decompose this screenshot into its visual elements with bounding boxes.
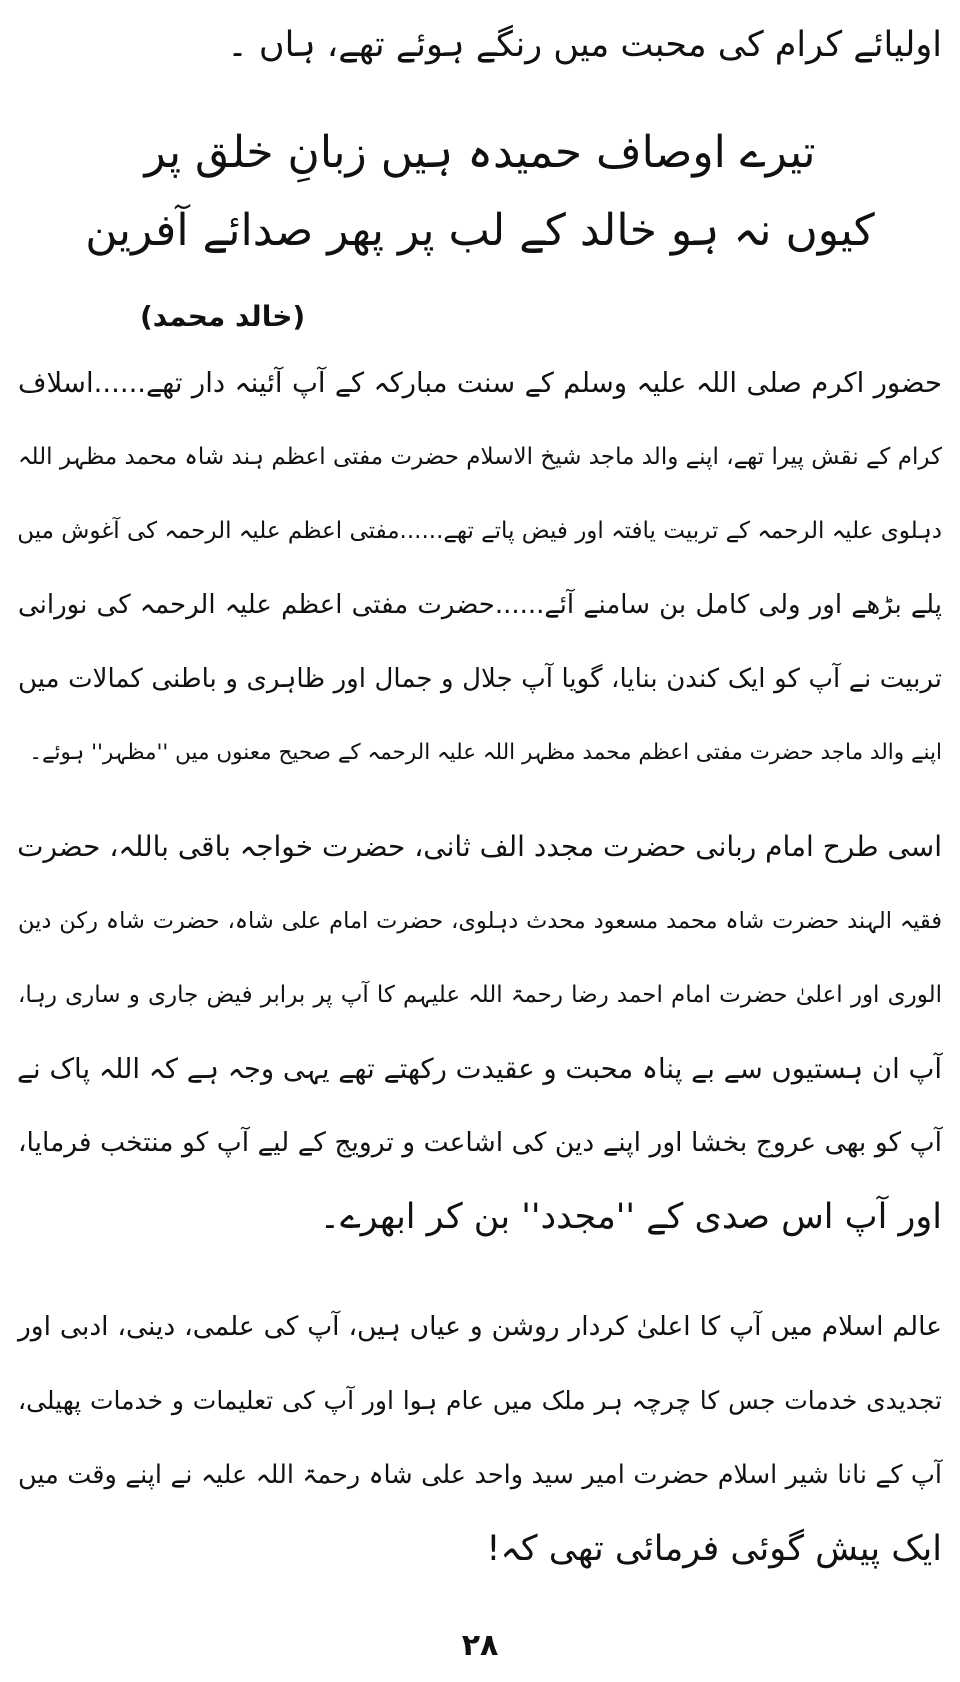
- paragraph-line: فقیہ الہند حضرت شاہ محمد مسعود محدث دہلوی، حضرت امام علی شاہ، حضرت شاہ رکن دین: [18, 908, 942, 934]
- intro-line: اولیائے کرام کی محبت میں رنگے ہوئے تھے، ہاں ۔: [227, 25, 942, 65]
- paragraph-line: کرام کے نقش پیرا تھے، اپنے والد ماجد شیخ الاسلام حضرت مفتی اعظم ہند شاہ محمد مظہر اللہ: [18, 444, 942, 470]
- paragraph-line: پلے بڑھے اور ولی کامل بن سامنے آئے......حضرت مفتی اعظم علیہ الرحمہ کی نورانی: [18, 590, 942, 620]
- couplet-line-1: تیرے اوصاف حمیدہ ہیں زبانِ خلق پر: [144, 127, 816, 178]
- paragraph-line: آپ کو بھی عروج بخشا اور اپنے دین کی اشاعت و ترویج کے لیے آپ کو منتخب فرمایا،: [18, 1127, 942, 1158]
- poet-attribution: (خالد محمد): [140, 300, 306, 333]
- paragraph-line: دہلوی علیہ الرحمہ کے تربیت یافتہ اور فیض پاتے تھے......مفتی اعظم علیہ الرحمہ کی آغوش میں: [17, 518, 942, 544]
- paragraph-line: اپنے والد ماجد حضرت مفتی اعظم محمد مظہر اللہ علیہ الرحمہ کے صحیح معنوں میں ''مظہر'' ہوئے۔: [29, 740, 942, 765]
- paragraph-line: آپ ان ہستیوں سے بے پناہ محبت و عقیدت رکھتے تھے یہی وجہ ہے کہ اللہ پاک نے: [16, 1053, 942, 1085]
- paragraph-line: اور آپ اس صدی کے ''مجدد'' بن کر ابھرے۔: [319, 1197, 942, 1237]
- paragraph-line: عالم اسلام میں آپ کا اعلیٰ کردار روشن و عیاں ہیں، آپ کی علمی، دینی، ادبی اور: [18, 1311, 942, 1342]
- paragraph-line: تجدیدی خدمات جس کا چرچہ ہر ملک میں عام ہوا اور آپ کی تعلیمات و خدمات پھیلی،: [18, 1386, 942, 1415]
- couplet-line-2: کیوں نہ ہو خالد کے لب پر پھر صدائے آفرین: [85, 205, 875, 256]
- paragraph-line: حضور اکرم صلی اللہ علیہ وسلم کے سنت مبارکہ کے آپ آئینہ دار تھے......اسلاف: [18, 367, 942, 399]
- page-number: ۲۸: [461, 1628, 499, 1663]
- paragraph-line: تربیت نے آپ کو ایک کندن بنایا، گویا آپ جلال و جمال اور ظاہری و باطنی کمالات میں: [18, 664, 942, 694]
- paragraph-line: آپ کے نانا شیر اسلام حضرت امیر سید واحد علی شاہ رحمۃ اللہ علیہ نے اپنے وقت میں: [18, 1460, 942, 1490]
- paragraph-line: الوری اور اعلیٰ حضرت امام احمد رضا رحمۃ اللہ علیہم کا آپ پر برابر فیض جاری و ساری رہا،: [18, 982, 942, 1008]
- paragraph-line: ایک پیش گوئی فرمائی تھی کہ!: [486, 1529, 942, 1569]
- paragraph-line: اسی طرح امام ربانی حضرت مجدد الف ثانی، حضرت خواجہ باقی باللہ، حضرت: [17, 830, 942, 863]
